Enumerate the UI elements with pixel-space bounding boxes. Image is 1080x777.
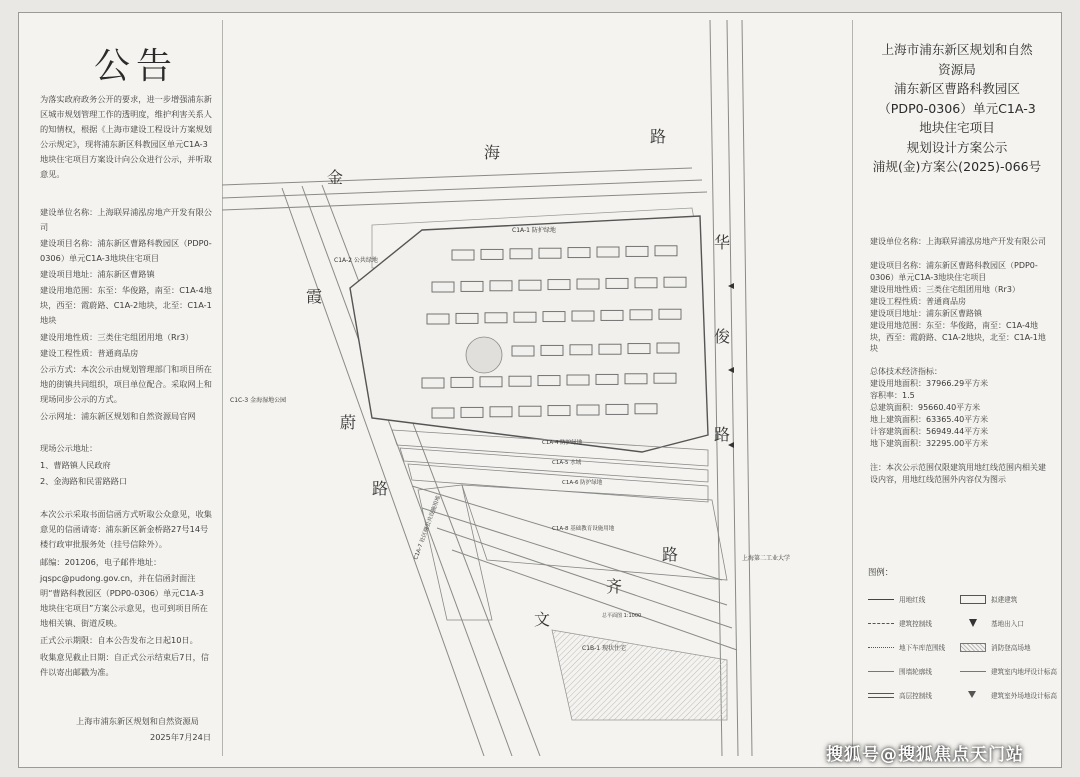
notice-site-1: 1、曹路镇人民政府 xyxy=(40,460,111,470)
plot-c1a7 xyxy=(418,485,492,620)
panel-title-line: 规划设计方案公示 xyxy=(906,139,1008,155)
panel-econ-far: 容积率：1.5 xyxy=(870,391,915,400)
strip-c1a6 xyxy=(408,464,708,502)
box-outline-icon xyxy=(960,595,986,603)
legend-item xyxy=(868,618,932,628)
notice-contact-2: 邮编：201206，电子邮件地址： xyxy=(40,557,162,567)
notice-title: 公告 xyxy=(94,46,179,87)
scale-label: 总平面图 1:1000 xyxy=(602,613,642,619)
road-char: 金 xyxy=(327,168,344,187)
legend-label: 建筑控制线 xyxy=(899,620,932,628)
panel-title-line: （PDP0-0306）单元C1A-3 xyxy=(878,100,1036,116)
road-char: 路 xyxy=(714,425,731,444)
notice-contact-5: 收集意见截止日期：自正式公示结束后7日，信件以寄出邮戳为准。 xyxy=(40,652,209,677)
panel-title-line: 资源局 xyxy=(938,61,976,77)
road-char: 路 xyxy=(662,545,679,564)
road-char: 文 xyxy=(534,610,551,629)
road-char: 路 xyxy=(372,479,389,498)
notice-field-project: 建设项目名称：浦东新区曹路科教园区（PDP0-0306）单元C1A-3地块住宅项目 xyxy=(40,238,212,263)
label-c1a6: C1A-6 防护绿地 xyxy=(562,480,603,486)
legend-label: 用地红线 xyxy=(899,596,926,604)
line-thin-icon xyxy=(868,667,894,675)
elev-mark-icon xyxy=(960,667,986,675)
legend-item xyxy=(868,666,932,676)
road-edge xyxy=(710,20,722,756)
line-dashdot-icon xyxy=(868,643,894,651)
line-dash-icon xyxy=(868,619,894,627)
panel-econ-site-area: 建设用地面积：37966.29平方米 xyxy=(870,379,989,388)
legend-item xyxy=(960,690,1057,700)
legend-title: 图例： xyxy=(868,567,894,577)
label-c1a1: C1A-1 防护绿地 xyxy=(512,227,556,234)
notice-field-unit: 建设单位名称：上海联昇浦泓房地产开发有限公司 xyxy=(40,207,212,232)
panel-econ-heading: 总体技术经济指标： xyxy=(870,367,942,376)
notice-field-address: 建设项目地址：浦东新区曹路镇 xyxy=(40,269,155,279)
label-c1a5: C1A-5 水域 xyxy=(552,460,582,466)
plot-c1a8 xyxy=(462,485,727,580)
road-edge xyxy=(452,550,737,650)
legend-item xyxy=(960,642,1031,652)
central-plaza xyxy=(466,337,502,373)
panel-econ-above-area: 地上建筑面积：63365.40平方米 xyxy=(870,415,989,424)
road-edge xyxy=(222,192,707,210)
notice-date: 2025年7月24日 xyxy=(150,732,212,742)
legend-label: 消防登高场地 xyxy=(991,644,1031,652)
notice-contact-4: 正式公示期限：自本公告发布之日起10日。 xyxy=(40,635,198,645)
legend-item xyxy=(960,594,1017,604)
label-c1c3: C1C-3 金海湿地公园 xyxy=(230,397,287,404)
panel-econ-total-area: 总建筑面积：95660.40平方米 xyxy=(870,403,981,412)
legend-label: 高层控制线 xyxy=(899,692,932,700)
label-c1a8: C1A-8 基础教育设施用地 xyxy=(552,526,615,532)
label-c1a2: C1A-2 公共绿地 xyxy=(334,257,378,264)
road-edge xyxy=(222,168,692,185)
panel-econ-below-area: 地下建筑面积：32295.00平方米 xyxy=(870,439,989,448)
panel-info-project: 建设项目名称：浦东新区曹路科教园区（PDP0-0306）单元C1A-3地块住宅项目 xyxy=(870,261,1038,282)
panel-econ-far-area: 计容建筑面积：56949.44平方米 xyxy=(870,427,989,436)
elev-mark2-icon xyxy=(960,691,986,699)
panel-info-landuse: 建设用地性质：三类住宅组团用地（Rr3） xyxy=(870,285,1020,294)
panel-info-unit: 建设单位名称：上海联昇浦泓房地产开发有限公司 xyxy=(870,237,1046,246)
legend-label: 拟建建筑 xyxy=(991,596,1018,604)
road-char: 路 xyxy=(650,127,667,146)
line-double-icon xyxy=(868,691,894,699)
legend-label: 地下车库范围线 xyxy=(899,644,946,652)
legend-item xyxy=(868,642,945,652)
panel-info-nature: 建设工程性质：普通商品房 xyxy=(870,297,966,306)
notice-field-range: 建设用地范围：东至：华俊路，南至：C1A-4地块，西至：霞蔚路、C1A-2地块，北至：C1A-1地块 xyxy=(40,285,212,325)
panel-title-line: 地块住宅项目 xyxy=(919,120,995,135)
label-c1b1: C1B-1 现状住宅 xyxy=(582,645,627,652)
panel-info-range: 建设用地范围：东至：华俊路，南至：C1A-4地块，西至：霞蔚路、C1A-2地块，北至：C1A-1地块 xyxy=(870,321,1046,354)
legend-item xyxy=(868,594,925,604)
box-hatch-icon xyxy=(960,643,986,651)
label-university: 上海第二工业大学 xyxy=(742,555,791,562)
road-char: 齐 xyxy=(606,577,623,596)
entrance-arrow-icon xyxy=(728,367,734,373)
notice-contact-3: jqspc@pudong.gov.cn，并在信函封面注明“曹路科教园区（PDP0-0306）单元C1A-3地块住宅项目”方案公示意见，也可到项目所在地相关镇、街道反映。 xyxy=(40,573,208,628)
legend-item xyxy=(960,666,1057,676)
notice-field-landuse: 建设用地性质：三类住宅组团用地（Rr3） xyxy=(40,332,194,342)
line-solid-icon xyxy=(868,595,894,603)
road-char: 俊 xyxy=(714,327,731,346)
road-edge xyxy=(727,20,738,756)
notice-signature: 上海市浦东新区规划和自然资源局 xyxy=(76,716,199,726)
panel-title-line: 上海市浦东新区规划和自然 xyxy=(881,42,1033,57)
notice-sites-heading: 现场公示地址： xyxy=(40,443,98,453)
notice-contact-1: 本次公示采取书面信函方式听取公众意见，收集意见的信函请寄：浦东新区新金桥路27号14号楼行政审批服务处（挂号信除外）。 xyxy=(40,509,212,549)
legend-label: 建筑室内地坪设计标高 xyxy=(991,668,1057,676)
notice-field-method: 公示方式：本次公示由规划管理部门和项目所在地的街镇共同组织，项目单位配合。采取网上和现场同步公示的方式。 xyxy=(40,364,212,404)
label-c1a4: C1A-4 防护绿地 xyxy=(542,440,583,446)
panel-title xyxy=(862,40,1052,177)
notice-field-nature: 建设工程性质：普通商品房 xyxy=(40,348,139,358)
panel-title-line: 浦规(金)方案公(2025)-066号 xyxy=(872,159,1042,174)
legend-label: 围墙轮廓线 xyxy=(899,668,932,676)
legend-label: 基地出入口 xyxy=(991,620,1024,628)
notice-intro: 为落实政府政务公开的要求，进一步增强浦东新区城市规划管理工作的透明度，维护利害关系人的知情权，根据《上海市建设工程设计方案规划公示规定》，现将浦东新区科教园区单元C1A-3地块住宅项目方案设计向公众进行公示，并听取意见。 xyxy=(40,94,212,179)
plot-c1b1 xyxy=(552,630,727,720)
road-char: 海 xyxy=(484,143,501,162)
notice-site-2: 2、金海路和民雷路路口 xyxy=(40,476,128,486)
triangle-icon xyxy=(960,619,986,627)
panel-info-address: 建设项目地址：浦东新区曹路镇 xyxy=(870,309,982,318)
road-char: 蔚 xyxy=(340,413,357,432)
legend-item xyxy=(868,690,932,700)
panel-title-line: 浦东新区曹路科教园区 xyxy=(894,81,1020,96)
label-c1a7: C1A-7 社区级公共设施用地 xyxy=(413,494,443,561)
notice-field-website: 公示网址：浦东新区规划和自然资源局官网 xyxy=(40,411,196,421)
watermark: 搜狐号@搜狐焦点天门站 xyxy=(826,745,1024,765)
road-edge xyxy=(742,20,752,756)
road-char: 霞 xyxy=(306,287,323,306)
road-edge xyxy=(422,508,727,605)
road-edge xyxy=(412,486,722,580)
legend-item xyxy=(960,618,1024,628)
panel-note: 注：本次公示范围仅限建筑用地红线范围内相关建设内容，用地红线范围外内容仅为图示 xyxy=(870,463,1046,484)
site-plan-map xyxy=(222,20,852,756)
road-char: 华 xyxy=(714,233,731,252)
legend-label: 建筑室外场地设计标高 xyxy=(991,692,1057,700)
